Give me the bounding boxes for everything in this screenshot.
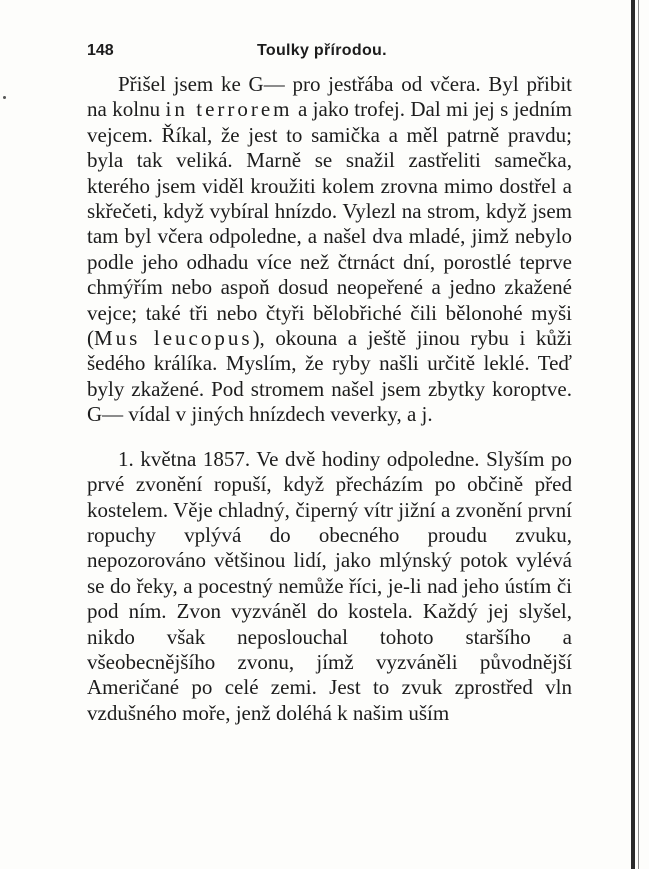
scan-speck <box>3 96 6 99</box>
paragraph-may-first: 1. května 1857. Ve dvě hodiny odpoledne. Slyším po prvé zvonění ropuší, když přecházím po občině před kostelem. Věje chladný, čiperný vítr jižní a zvonění první ropuchy vplývá do obecného proudu zvuku, nepozorováno většinou lidí, jako mlýnský potok vylévá se do řeky, a pocestný nemůže říci, je-li nad jeho ústím či pod ním. Zvon vyzváněl do kostela. Každý jej slyšel, nikdo však neposlouchal tohoto staršího a všeobecnějšího zvonu, jímž vyzváněli původnější Američané po celé zemi. Jest to zvuk zprostřed vln vzdušného moře, jenž doléhá k našim uším <box>87 446 572 725</box>
running-head <box>87 42 572 66</box>
paragraph-hawk <box>87 72 572 428</box>
running-title: Toulky přírodou. <box>257 42 387 59</box>
page-edge-line <box>638 0 639 869</box>
page-number: 148 <box>87 42 114 59</box>
latin-phrase-in-terrorem: in terrorem <box>165 97 293 122</box>
paragraph-hawk-text-a: Přišel jsem ke G— pro jestřába od včera. Byl přibit na kolnu <box>87 72 572 122</box>
body-text <box>87 72 572 726</box>
paragraph-hawk-text-e: ), okouna a ještě jinou rybu i kůži šedého králíka. Myslím, že ryby našli určitě leklé. Teď byly zkažené. Pod stromem našel jsem zbytky koroptve. G— vídal v jiných hnízdech veverky, a j. <box>87 326 572 427</box>
book-spine-shadow <box>631 0 635 869</box>
paragraph-hawk-text-c: a jako trofej. Dal mi jej s jedním vejcem. Říkal, že jest to samička a měl patrně pravdu; byla tak veliká. Marně se snažil zastřeliti samečka, kterého jsem viděl kroužiti kolem zrovna mimo dostřel a skřečeti, když vybíral hnízdo. Vylezl na strom, když jsem tam byl včera odpoledne, a našel dva mladé, jimž nebylo podle jeho odhadu více než čtrnáct dní, porostlé teprve chmýřím nebo aspoň dosud neopeřené a jedno zkažené vejce; také tři nebo čtyři bělobřiché čili bělonohé myši ( <box>87 97 573 351</box>
latin-species-name: Mus leucopus <box>94 326 253 351</box>
